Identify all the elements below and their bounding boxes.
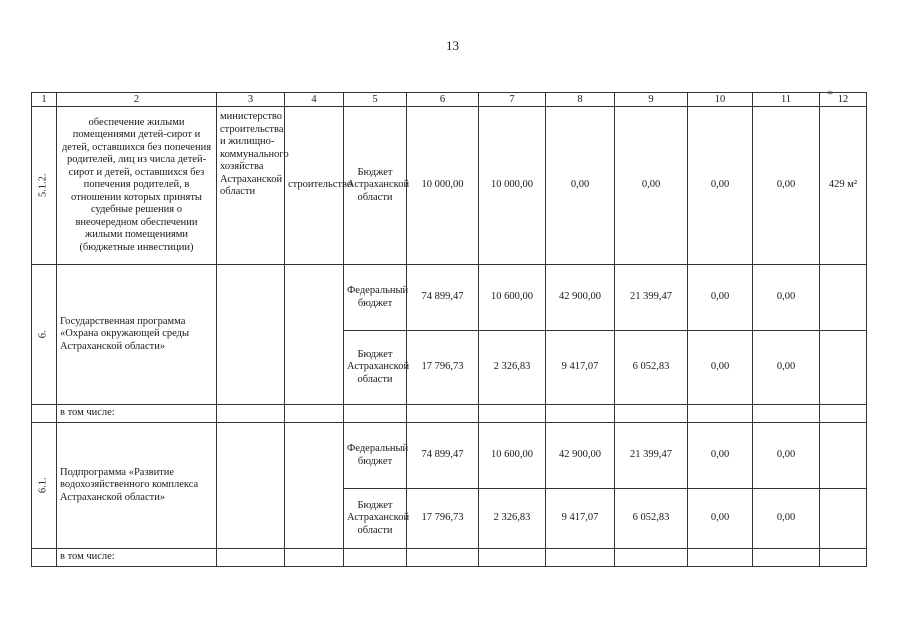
value-cell: 42 900,00 xyxy=(546,265,615,331)
table-row xyxy=(32,405,867,423)
value-cell: 74 899,47 xyxy=(407,423,479,489)
row-name: Подпрограмма «Развитие водохозяйственного комплекса Астраханской области» xyxy=(57,423,217,549)
row-code: 6. xyxy=(37,330,49,339)
row-code-cell xyxy=(32,107,57,265)
value-cell: 0,00 xyxy=(753,489,820,549)
header-cell: 5 xyxy=(344,93,407,107)
value-cell: 429 м² xyxy=(820,107,867,265)
row-code: 5.1.2. xyxy=(37,173,49,198)
value-cell: 2 326,83 xyxy=(479,331,546,405)
value-cell: 0,00 xyxy=(688,423,753,489)
empty-cell xyxy=(32,549,57,567)
row-name: Государственная программа «Охрана окружающей среды Астраханской области» xyxy=(57,265,217,405)
value-cell: 0,00 xyxy=(753,331,820,405)
empty-cell xyxy=(615,405,688,423)
empty-cell xyxy=(479,405,546,423)
empty-cell xyxy=(285,549,344,567)
empty-cell xyxy=(407,549,479,567)
value-cell: 0,00 xyxy=(688,107,753,265)
page-number: 13 xyxy=(446,38,459,53)
value-cell: 17 796,73 xyxy=(407,331,479,405)
table-row xyxy=(32,265,867,331)
header-cell: 12 xyxy=(820,93,867,107)
corner-mark: * xyxy=(827,87,833,101)
empty-cell xyxy=(344,549,407,567)
value-cell: 10 600,00 xyxy=(479,423,546,489)
header-row xyxy=(32,93,867,107)
value-cell: 0,00 xyxy=(615,107,688,265)
empty-cell xyxy=(285,405,344,423)
header-cell: 6 xyxy=(407,93,479,107)
empty-cell xyxy=(407,405,479,423)
header-cell: 1 xyxy=(32,93,57,107)
value-cell: 0,00 xyxy=(546,107,615,265)
row-code-cell xyxy=(32,423,57,549)
value-cell: 9 417,07 xyxy=(546,331,615,405)
value-cell: 42 900,00 xyxy=(546,423,615,489)
including-label: в том числе: xyxy=(57,549,217,567)
header-cell: 3 xyxy=(217,93,285,107)
header-cell: 9 xyxy=(615,93,688,107)
empty-cell xyxy=(217,549,285,567)
header-cell: 8 xyxy=(546,93,615,107)
empty-cell xyxy=(753,549,820,567)
row-source: Бюджет Астраханской области xyxy=(344,331,407,405)
value-cell: 10 600,00 xyxy=(479,265,546,331)
empty-cell xyxy=(820,489,867,549)
empty-cell xyxy=(820,265,867,331)
value-cell: 10 000,00 xyxy=(407,107,479,265)
table-row xyxy=(32,549,867,567)
row-source: Бюджет Астраханской области xyxy=(344,107,407,265)
empty-cell xyxy=(217,405,285,423)
value-cell: 0,00 xyxy=(688,489,753,549)
empty-cell xyxy=(32,405,57,423)
row-source: Федеральный бюджет xyxy=(344,265,407,331)
empty-cell xyxy=(820,423,867,489)
value-cell: 9 417,07 xyxy=(546,489,615,549)
including-label: в том числе: xyxy=(57,405,217,423)
header-cell: 10 xyxy=(688,93,753,107)
value-cell: 21 399,47 xyxy=(615,265,688,331)
empty-cell xyxy=(820,549,867,567)
value-cell: 2 326,83 xyxy=(479,489,546,549)
row-code: 6.1. xyxy=(37,477,49,494)
row-source: Федеральный бюджет xyxy=(344,423,407,489)
value-cell: 0,00 xyxy=(688,331,753,405)
value-cell: 10 000,00 xyxy=(479,107,546,265)
value-cell: 21 399,47 xyxy=(615,423,688,489)
budget-table xyxy=(31,92,867,567)
header-cell: 7 xyxy=(479,93,546,107)
empty-cell xyxy=(615,549,688,567)
row-executor: министерство строительства и жилищно-коммунального хозяйства Астраханской области xyxy=(217,107,285,265)
value-cell: 74 899,47 xyxy=(407,265,479,331)
value-cell: 0,00 xyxy=(753,423,820,489)
empty-cell xyxy=(344,405,407,423)
empty-cell xyxy=(688,549,753,567)
value-cell: 6 052,83 xyxy=(615,489,688,549)
empty-cell xyxy=(285,423,344,549)
header-cell: 4 xyxy=(285,93,344,107)
table-row xyxy=(32,107,867,265)
row-kind: строительство xyxy=(285,107,344,265)
empty-cell xyxy=(688,405,753,423)
row-name: обеспечение жилыми помещениями детей-сирот и детей, оставшихся без попечения родителей, лиц из числа детей-сирот и детей, оставшихся без попечения родителей, в отношении которых приняты судебные решения о внеочередном обеспечении жилыми помещениями (бюджетные инвестиции) xyxy=(57,107,217,265)
row-source: Бюджет Астраханской области xyxy=(344,489,407,549)
empty-cell xyxy=(217,423,285,549)
empty-cell xyxy=(546,405,615,423)
empty-cell xyxy=(820,331,867,405)
empty-cell xyxy=(753,405,820,423)
value-cell: 0,00 xyxy=(753,107,820,265)
value-cell: 0,00 xyxy=(753,265,820,331)
empty-cell xyxy=(285,265,344,405)
value-cell: 17 796,73 xyxy=(407,489,479,549)
empty-cell xyxy=(217,265,285,405)
header-cell: 11 xyxy=(753,93,820,107)
table-row xyxy=(32,423,867,489)
value-cell: 0,00 xyxy=(688,265,753,331)
empty-cell xyxy=(546,549,615,567)
row-code-cell xyxy=(32,265,57,405)
empty-cell xyxy=(820,405,867,423)
header-cell: 2 xyxy=(57,93,217,107)
value-cell: 6 052,83 xyxy=(615,331,688,405)
empty-cell xyxy=(479,549,546,567)
